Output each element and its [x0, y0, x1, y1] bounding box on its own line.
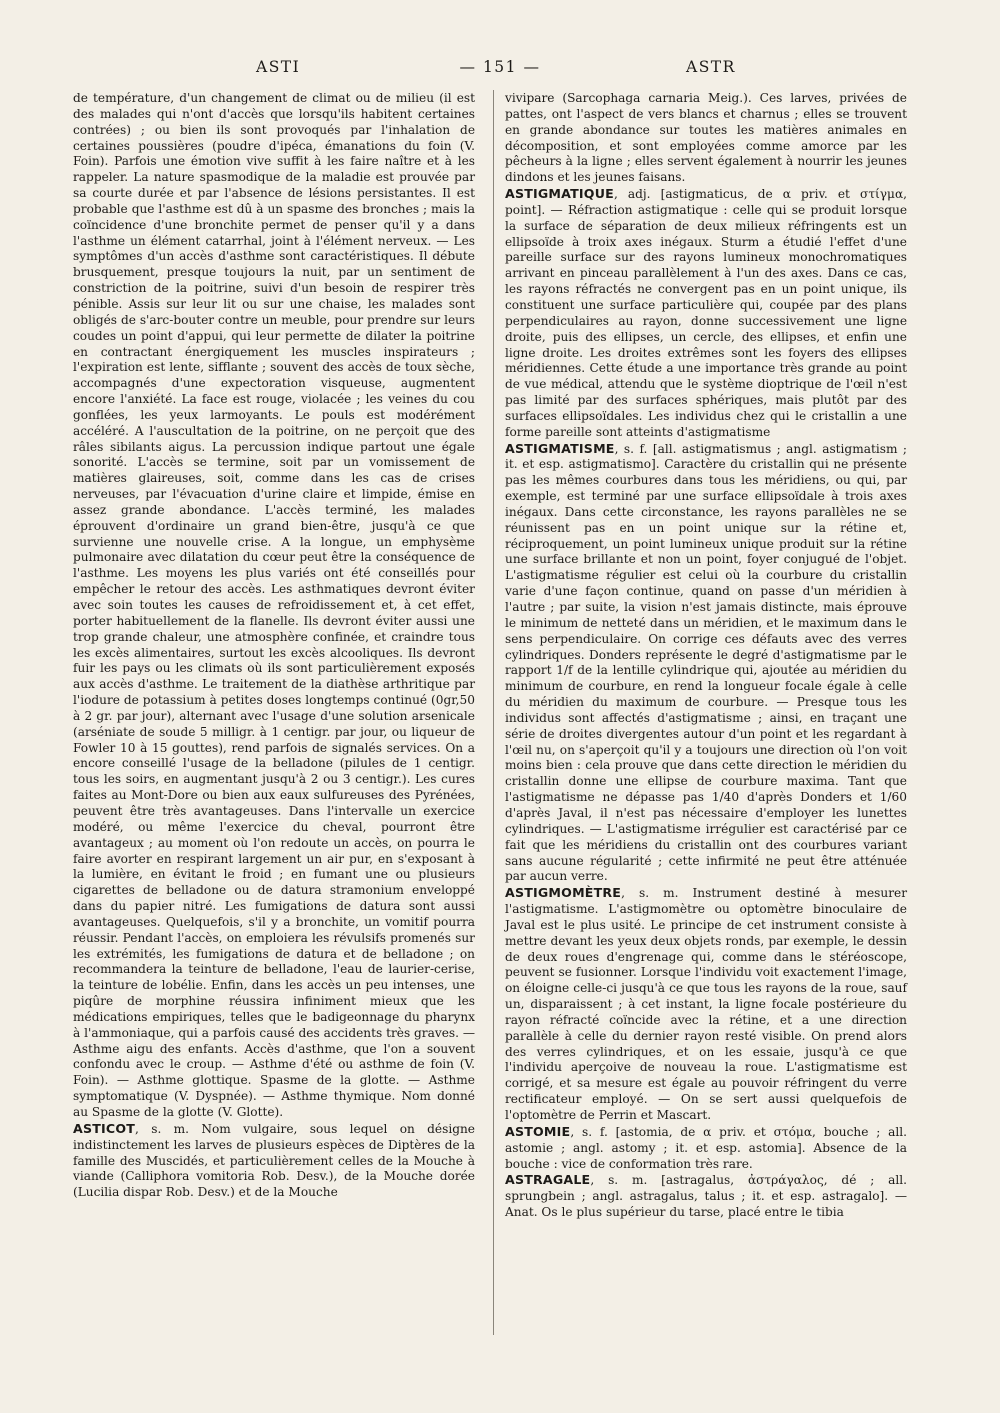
- headword: ASTRAGALE: [505, 1172, 591, 1188]
- running-head-right: ASTR: [686, 58, 736, 76]
- right-column: [505, 91, 907, 1221]
- entry-asticot: ASTICOT, s. m. Nom vulgaire, sous lequel on désigne indistinctement les larves de plusieurs espèces de Diptères de la famille des Muscidés, et particulièrement celles de la Mouche à viande (Calliphora vomitoria Rob. Desv.), de la Mouche dorée (Lucilia dispar Rob. Desv.) et de la Mouche: [73, 1120, 475, 1200]
- entry-astragale: ASTRAGALE, s. m. [astragalus, ἀστράγαλος, dé ; all. sprungbein ; angl. astragalus, talus ; it. et esp. astragalo]. — Anat. Os le plus supérieur du tarse, placé entre le tibia: [505, 1172, 907, 1220]
- entry-asthme-continued: de température, d'un changement de climat ou de milieu (il est des malades qui n'ont d'accès que lorsqu'ils habitent certaines contrées) ; ou bien ils sont provoqués par l'inhalation de certaines poussières (poudre d'ipéca, émanations du foin (V. Foin). Parfois une émotion vive suffit à les faire naître et à les rappeler. La nature spasmodique de la maladie est prouvée par sa courte durée et par l'absence de lésions persistantes. Il est probable que l'asthme est dû à un spasme des bronches ; mais la coïncidence d'une bronchite permet de penser qu'il y a dans l'asthme un élément catarrhal, joint à l'élément nerveux. — Les symptômes d'un accès d'asthme sont caractéristiques. Il débute brusquement, presque toujours la nuit, par un sentiment de constriction de la poitrine, suivi d'un besoin de respirer très pénible. Assis sur leur lit ou sur une chaise, les malades sont obligés de s'arc-bouter contre un meuble, pour prendre sur leurs coudes un point d'appui, qui leur permette de dilater la poitrine en contractant énergiquement les muscles inspirateurs ; l'expiration est lente, sifflante ; souvent des accès de toux sèche, accompagnés d'une expectoration visqueuse, augmentent encore l'anxiété. La face est rouge, violacée ; les veines du cou gonflées, les yeux larmoyants. Le pouls est modérément accéléré. A l'auscultation de la poitrine, on ne perçoit que des râles sibilants aigus. La percussion indique partout une égale sonorité. L'accès se termine, soit par un vomissement de matières glaireuses, soit, comme dans les cas de crises nerveuses, par l'évacuation d'urine claire et limpide, émise en assez grande abondance. L'accès terminé, les malades éprouvent d'ordinaire un grand bien-être, jusqu'à ce que survienne une nouvelle crise. A la longue, un emphysème pulmonaire avec dilatation du cœur peut être la conséquence de l'asthme. Les moyens les plus variés ont été conseillés pour empêcher le retour des accès. Les asthmatiques devront éviter avec soin toutes les causes de refroidissement et, à cet effet, porter habituellement de la flanelle. Ils devront éviter aussi une trop grande chaleur, une atmosphère confinée, et craindre tous les excès alimentaires, surtout les excès alcooliques. Ils devront fuir les pays ou les climats où ils sont particulièrement exposés aux accès d'asthme. Le traitement de la diathèse arthritique par l'iodure de potassium à petites doses longtemps continué (0gr,50 à 2 gr. par jour), alternant avec l'usage d'une solution arsenicale (arséniate de soude 5 milligr. à 1 centigr. par jour, ou liqueur de Fowler 10 à 15 gouttes), rend parfois de signalés services. On a encore conseillé l'usage de la belladone (pilules de 1 centigr. tous les soirs, en augmentant jusqu'à 2 ou 3 centigr.). Les cures faites au Mont-Dore ou bien aux eaux sulfureuses des Pyrénées, peuvent être très avantageuses. Dans l'intervalle un exercice modéré, ou même l'exercice du cheval, pourront être avantageux ; au moment où l'on redoute un accès, on pourra le faire avorter en respirant largement un air pur, en s'exposant à la lumière, en évitant le froid ; en fumant une ou plusieurs cigarettes de belladone ou de datura stramonium enveloppé dans du papier nitré. Les fumigations de datura sont aussi avantageuses. Quelquefois, s'il y a bronchite, un vomitif pourra réussir. Pendant l'accès, on emploiera les révulsifs promenés sur les extrémités, les fumigations de datura et de belladone ; on recommandera la teinture de belladone, l'eau de laurier-cerise, la teinture de lobélie. Enfin, dans les accès un peu intenses, une piqûre de morphine réussira infiniment mieux que les médications empiriques, telles que le badigeonnage du pharynx à l'ammoniaque, qui a parfois causé des accidents très graves. — Asthme aigu des enfants. Accès d'asthme, que l'on a souvent confondu avec le croup. — Asthme d'été ou asthme de foin (V. Foin). — Asthme glottique. Spasme de la glotte. — Asthme symptomatique (V. Dyspnée). — Asthme thymique. Nom donné au Spasme de la glotte (V. Glotte).: [73, 91, 475, 1119]
- headword: ASTIGMATISME: [505, 440, 615, 456]
- entry-astomie: ASTOMIE, s. f. [astomia, de α priv. et στόμα, bouche ; all. astomie ; angl. astomy ; it. et esp. astomia]. Absence de la bouche : vice de conformation très rare.: [505, 1123, 907, 1171]
- running-head-left: ASTI: [256, 58, 301, 76]
- entry-astigmatisme: ASTIGMATISME, s. f. [all. astigmatismus ; angl. astigmatism ; it. et esp. astigmatismo]. Caractère du cristallin qui ne présente pas les mêmes courbures dans tous les méridiens, ou qui, par exemple, est terminé par une surface ellipsoïdale à trois axes inégaux. Dans cette circonstance, les rayons parallèles ne se réunissent pas en un point unique sur la rétine et, réciproquement, un point lumineux unique produit sur la rétine une surface brillante et non un point, foyer conjugué de l'objet. L'astigmatisme régulier est celui où la courbure du cristallin varie d'une façon continue, quand on passe d'un méridien à l'autre ; par suite, la vision n'est jamais distincte, mais éprouve le minimum de netteté dans un méridien, et le maximum dans le sens perpendiculaire. On corrige ces défauts avec des verres cylindriques. Donders représente le degré d'astigmatisme par le rapport 1/f de la lentille cylindrique qui, ajoutée au méridien du minimum de courbure, en rend la longueur focale égale à celle du méridien du maximum de courbure. — Presque tous les individus sont affectés d'astigmatisme ; ainsi, en traçant une série de droites divergentes autour d'un point et les regardant à l'œil nu, on s'aperçoit qu'il y a toujours une direction où l'on voit moins bien : cela prouve que dans cette direction le méridien du cristallin donne une ellipse de courbure maxima. Tant que l'astigmatisme ne dépasse pas 1/40 d'après Donders et 1/60 d'après Javal, il n'est pas nécessaire d'employer les lunettes cylindriques. — L'astigmatisme irrégulier est caractérisé par ce fait que les méridiens du cristallin ont des courbures variant sans aucune régularité ; cette infirmité ne peut être atténuée par aucun verre.: [505, 440, 907, 884]
- page-number: — 151 —: [459, 58, 541, 76]
- headword: ASTIGMATIQUE: [505, 186, 614, 202]
- headword: ASTOMIE: [505, 1123, 571, 1139]
- headword: ASTICOT: [73, 1120, 136, 1136]
- entry-asticot-continued: vivipare (Sarcophaga carnaria Meig.). Ces larves, privées de pattes, ont l'aspect de vers blancs et charnus ; elles se trouvent en grande abondance sur toutes les matières animales en décomposition, et sont employées comme amorce par les pêcheurs à la ligne ; elles servent également à nourrir les jeunes dindons et les jeunes faisans.: [505, 91, 907, 185]
- entry-astigmometre: ASTIGMOMÈTRE, s. m. Instrument destiné à mesurer l'astigmatisme. L'astigmomètre ou optomètre binoculaire de Javal est le plus usité. Le principe de cet instrument consiste à mettre devant les yeux deux objets ronds, par exemple, le dessin de deux roues d'engrenage qui, comme dans le stéréoscope, peuvent se fusionner. Lorsque l'individu voit exactement l'image, on éloigne celle-ci jusqu'à ce que tous les rayons de la roue, sauf un, disparaissent ; à cet instant, la ligne focale postérieure du rayon réfracté coïncide avec la rétine, et a une direction parallèle à celle du dernier rayon resté visible. On prend alors des verres cylindriques, et on les essaie, jusqu'à ce que l'individu aperçoive de nouveau la roue. L'astigmatisme est corrigé, et sa mesure est égale au pouvoir réfringent du verre rectificateur employé. — On se sert aussi quelquefois de l'optomètre de Perrin et Mascart.: [505, 885, 907, 1122]
- headword: ASTIGMOMÈTRE: [505, 885, 622, 901]
- entry-astigmatique: ASTIGMATIQUE, adj. [astigmaticus, de α priv. et στίγμα, point]. — Réfraction astigmatique : celle qui se produit lorsque la surface de séparation de deux milieux réfringents est un ellipsoïde à troix axes inégaux. Sturm a étudié l'effet d'une pareille surface sur des rayons lumineux monochromatiques arrivant en pinceau parallèlement à l'un des axes. Dans ce cas, les rayons réfractés ne convergent pas en un point unique, ils constituent une surface particulière qui, coupée par des plans perpendiculaires au rayon, donne successivement une ligne droite, puis des ellipses, un cercle, des ellipses, et enfin une ligne droite. Les droites extrêmes sont les foyers des ellipses méridiennes. Cette étude a une importance très grande au point de vue médical, attendu que le système dioptrique de l'œil n'est pas limité par des surfaces sphériques, mais plutôt par des surfaces ellipsoïdales. Les individus chez qui le cristallin a une forme pareille sont atteints d'astigmatisme: [505, 186, 907, 439]
- left-column: [73, 91, 475, 1201]
- column-divider: [493, 90, 494, 1335]
